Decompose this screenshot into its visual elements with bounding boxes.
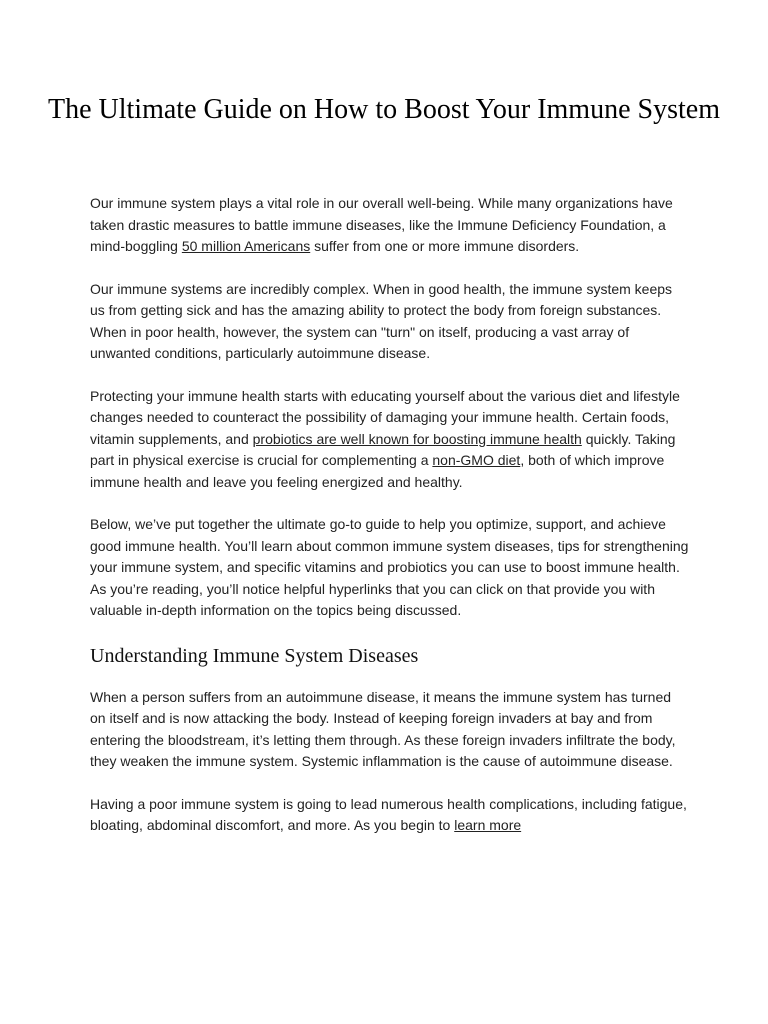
paragraph-protecting [90, 386, 690, 494]
paragraph-intro [90, 193, 690, 258]
paragraph-text: suffer from one or more immune disorders. [310, 238, 580, 254]
link-non-gmo-diet[interactable]: non-GMO diet [432, 452, 521, 468]
paragraph-text: quickly. Taking part in physical exercise is crucial for complementing a [90, 430, 676, 468]
paragraph-poor-immune [90, 794, 690, 837]
link-learn-more[interactable]: learn more [454, 817, 522, 833]
page-title: The Ultimate Guide on How to Boost Your Immune System [48, 94, 720, 125]
link-probiotics[interactable]: probiotics are well known for boosting immune health [252, 430, 582, 447]
paragraph-text: Protecting your immune health starts with educating yourself about the various diet and lifestyle changes needed to counteract the possibility of damaging your immune health. Certain foods, vitamin supplements, and [90, 387, 680, 447]
paragraph-guide-overview: Below, we’ve put together the ultimate go-to guide to help you optimize, support, and achieve good immune health. You’ll learn about common immune system diseases, tips for strengthening your immune system, and specific vitamins and probiotics you can use to boost immune health. As you’re reading, you’ll notice helpful hyperlinks that you can click on that provide you with valuable in-depth information on the topics being discussed. [90, 516, 689, 618]
paragraph-autoimmune: When a person suffers from an autoimmune disease, it means the immune system has turned on itself and is now attacking the body. Instead of keeping foreign invaders at bay and from entering the bloodstream, it’s letting them through. As these foreign invaders infiltrate the body, they weaken the immune system. Systemic inflammation is the cause of autoimmune disease. [90, 688, 676, 769]
paragraph-complexity: Our immune systems are incredibly complex. When in good health, the immune system keeps us from getting sick and has the amazing ability to protect the body from foreign substances. When in poor health, however, the system can "turn" on itself, producing a vast array of unwanted conditions, particularly autoimmune disease. [90, 280, 673, 361]
paragraph-text: Having a poor immune system is going to lead numerous health complications, including fatigue, bloating, abdominal discomfort, and more. As you begin to [90, 795, 687, 833]
section-heading: Understanding Immune System Diseases [90, 644, 419, 667]
paragraph-text: Our immune system plays a vital role in our overall well-being. While many organizations have taken drastic measures to battle immune diseases, like the Immune Deficiency Foundation, a mind-boggling [90, 195, 673, 254]
article-body [90, 193, 690, 858]
paragraph-text: , both of which improve immune health and leave you feeling energized and healthy. [90, 452, 665, 490]
link-50-million-americans[interactable]: 50 million Americans [181, 238, 311, 254]
